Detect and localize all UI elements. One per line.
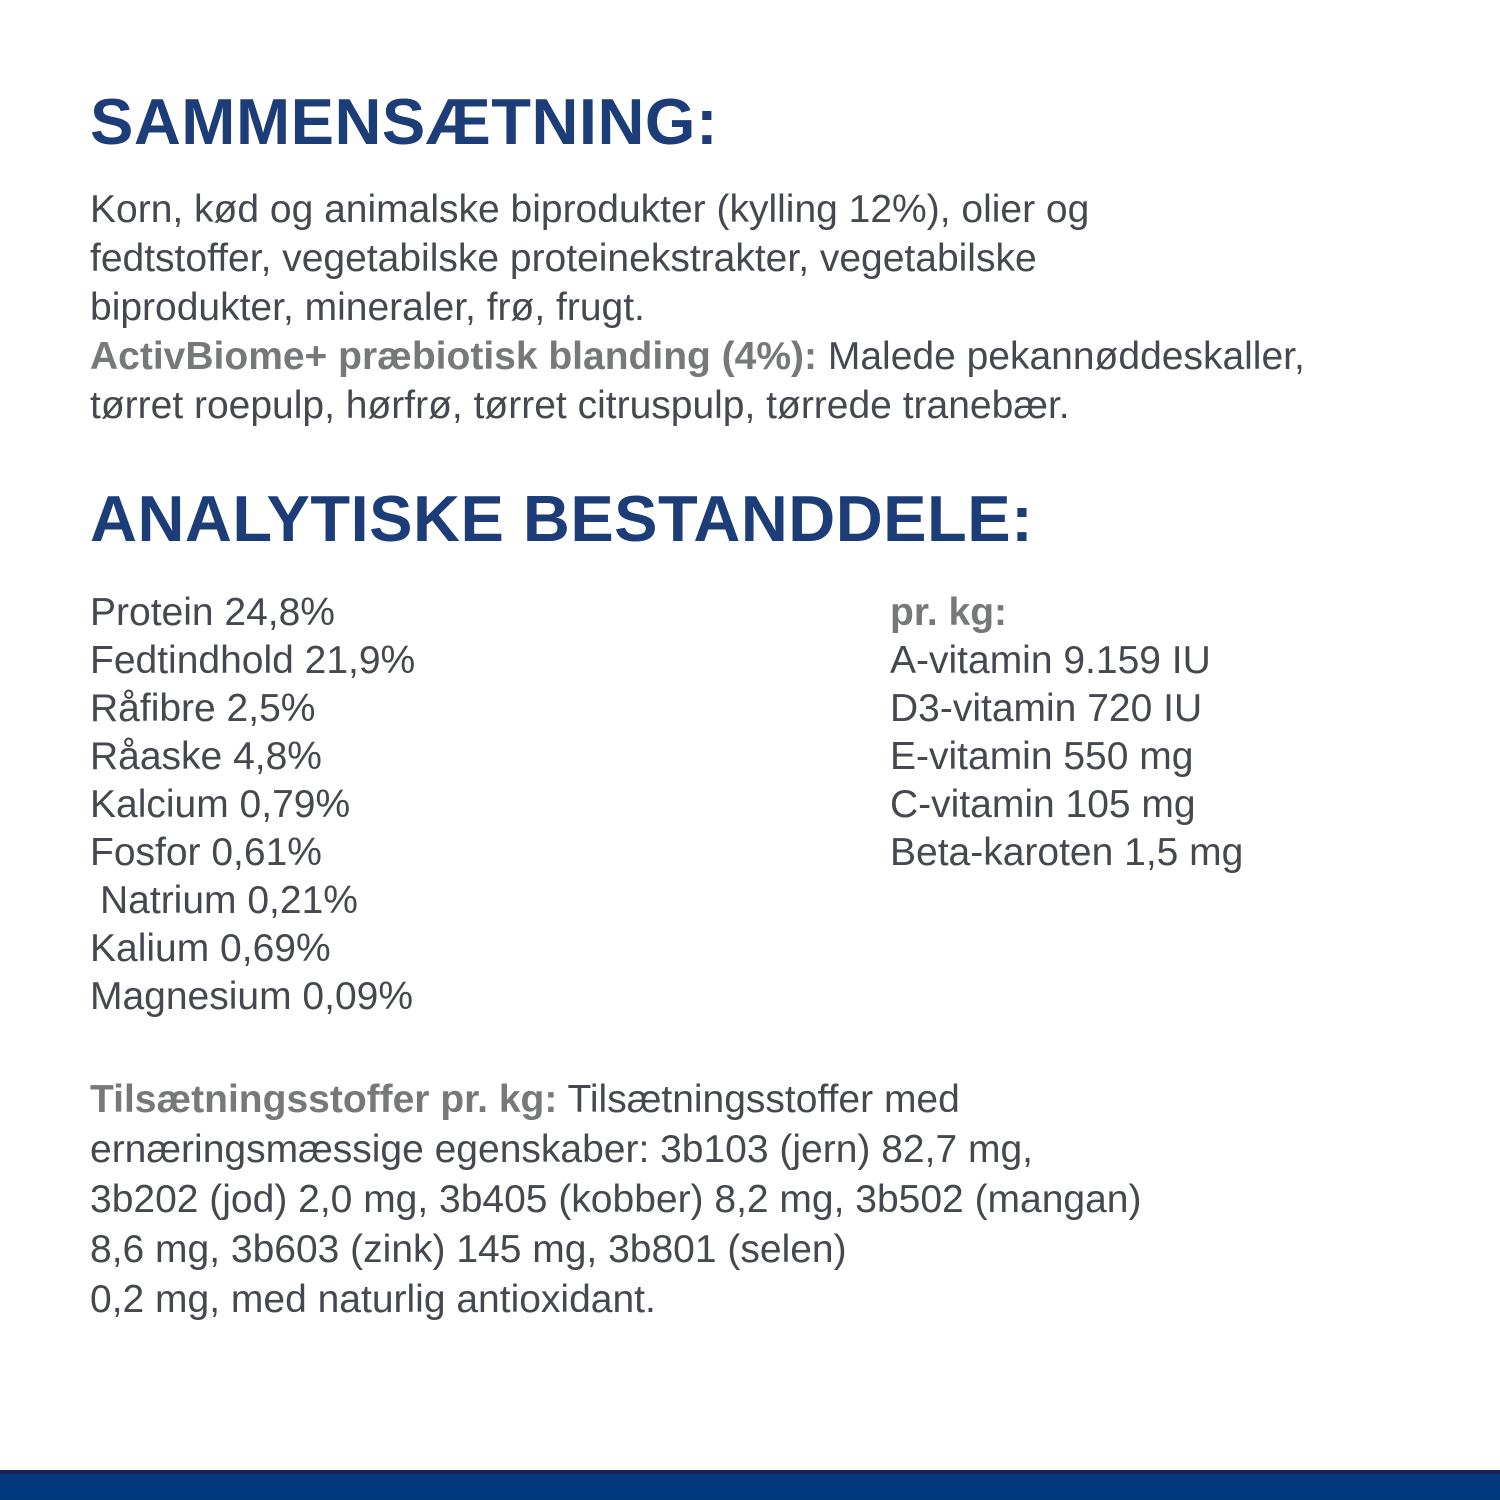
vitamin-item-beta-carotene: Beta-karoten 1,5 mg bbox=[890, 831, 1244, 874]
analysis-item-sodium: Natrium 0,21% bbox=[100, 879, 358, 922]
per-kg-label: pr. kg: bbox=[890, 591, 1008, 634]
activbiome-text: Malede pekannøddeskaller, bbox=[827, 335, 1305, 378]
composition-line: fedtstoffer, vegetabilske proteinekstrakter, vegetabilske bbox=[90, 237, 1037, 280]
additives-line: 8,6 mg, 3b603 (zink) 145 mg, 3b801 (selen) bbox=[90, 1228, 847, 1271]
composition-line bbox=[90, 332, 1445, 381]
composition-heading: SAMMENSÆTNING: bbox=[90, 85, 719, 158]
analysis-item-phosphorus: Fosfor 0,61% bbox=[90, 831, 322, 874]
analysis-item-fat: Fedtindhold 21,9% bbox=[90, 639, 416, 682]
composition-line: Korn, kød og animalske biprodukter (kylling 12%), olier og bbox=[90, 188, 1090, 231]
additives-paragraph bbox=[90, 1075, 1445, 1325]
vitamin-item-e: E-vitamin 550 mg bbox=[890, 735, 1194, 778]
analysis-item-fibre: Råfibre 2,5% bbox=[90, 687, 316, 730]
additives-line bbox=[90, 1075, 1445, 1125]
analysis-columns bbox=[90, 589, 1445, 1021]
analysis-heading: ANALYTISKE BESTANDDELE: bbox=[90, 482, 1034, 555]
vitamin-item-c: C-vitamin 105 mg bbox=[890, 783, 1196, 826]
analysis-item-magnesium: Magnesium 0,09% bbox=[90, 975, 414, 1018]
additives-line: 0,2 mg, med naturlig antioxidant. bbox=[90, 1278, 656, 1321]
vitamin-item-d3: D3-vitamin 720 IU bbox=[890, 687, 1203, 730]
additives-label: Tilsætningsstoffer pr. kg: bbox=[90, 1078, 558, 1121]
additives-line: ernæringsmæssige egenskaber: 3b103 (jern) 82,7 mg, bbox=[90, 1128, 1033, 1171]
activbiome-label: ActivBiome+ præbiotisk blanding (4%): bbox=[90, 335, 818, 378]
footer-bar bbox=[0, 1470, 1500, 1500]
analysis-left-list bbox=[90, 589, 890, 1021]
analysis-item-calcium: Kalcium 0,79% bbox=[90, 783, 351, 826]
analysis-item-potassium: Kalium 0,69% bbox=[90, 927, 331, 970]
analysis-item-protein: Protein 24,8% bbox=[90, 591, 335, 634]
vitamin-item-a: A-vitamin 9.159 IU bbox=[890, 639, 1211, 682]
composition-paragraph bbox=[90, 185, 1445, 430]
analysis-item-ash: Råaske 4,8% bbox=[90, 735, 322, 778]
composition-line: tørret roepulp, hørfrø, tørret citruspulp, tørrede tranebær. bbox=[90, 384, 1070, 427]
additives-text: Tilsætningsstoffer med bbox=[567, 1078, 960, 1121]
composition-line: biprodukter, mineraler, frø, frugt. bbox=[90, 286, 645, 329]
additives-line: 3b202 (jod) 2,0 mg, 3b405 (kobber) 8,2 mg, 3b502 (mangan) bbox=[90, 1178, 1142, 1221]
vitamins-list bbox=[890, 589, 1445, 1021]
